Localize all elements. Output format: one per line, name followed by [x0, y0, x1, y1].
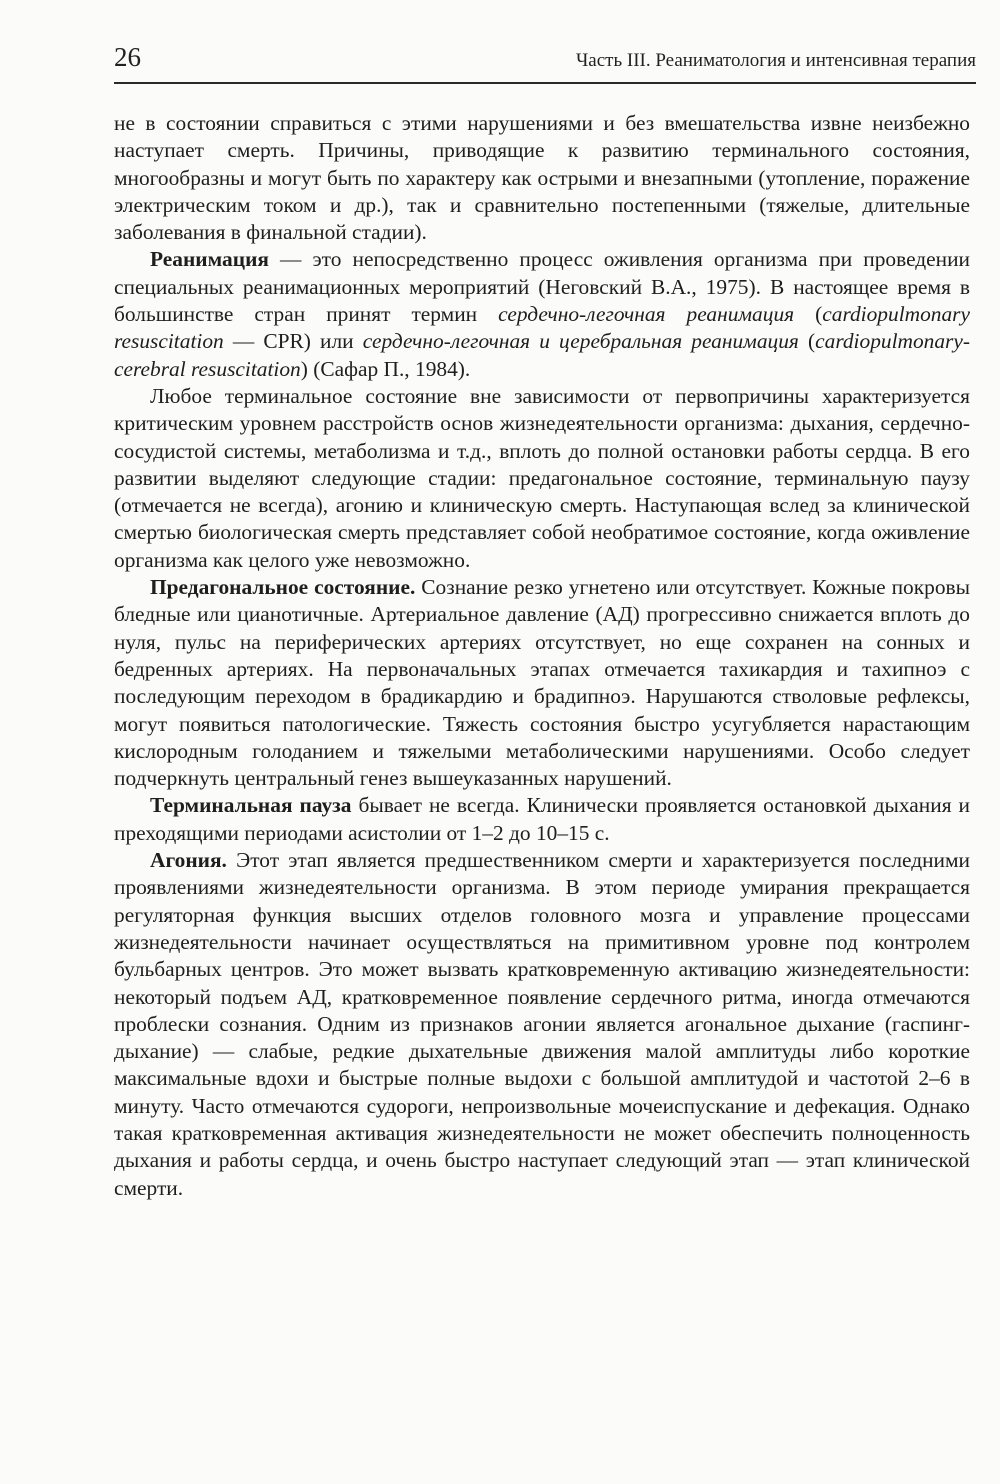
term-agony: Агония. [150, 848, 227, 873]
paragraph-preagonal-state [114, 574, 970, 792]
paragraph-text: бывает не всегда. Клинически проявляется остановкой дыхания и преходящими периодами асистолии от 1–2 до 10–15 с. [114, 793, 971, 845]
paragraph-terminal-pause [114, 792, 970, 847]
paragraph-text: Любое терминальное состояние вне зависимости от первопричины характеризуется критическим уровнем расстройств основ жизнедеятельности организма: дыхания, сердечно-сосудистой системы, метаболизма и т.д., вплоть до полной остановки работы сердца. В его развитии выделяют следующие стадии: предагональное состояние, терминальную паузу (отмечается не всегда), агонию и клиническую смерть. Наступающая вслед за клинической смертью биологическая смерть представляет собой необратимое состояние, когда оживление организма как целого уже невозможно. [114, 383, 970, 572]
paragraph-text: — CPR) или [223, 329, 363, 354]
italic-term-cpr-en: cardiopulmonary resuscitation [114, 302, 970, 354]
paragraph-text: Сознание резко угнетено или отсутствует. Кожные покровы бледные или цианотичные. Артериальное давление (АД) прогрессивно снижается вплоть до нуля, пульс на периферических артериях отсутствует, но еще сохранен на сонных и бедренных артериях. На первоначальных этапах отмечается тахикардия и тахипноэ с последующим переходом в брадикардию и брадипноэ. Нарушаются стволовые рефлексы, могут появиться патологические. Тяжесть состояния быстро усугубляется нарастающим кислородным голоданием и тяжелыми метаболическими нарушениями. Особо следует подчеркнуть центральный генез вышеуказанных нарушений. [114, 575, 970, 791]
paragraph-text: — это непосредственно процесс оживления организма при проведении специальных реанимационных мероприятий (Неговский В.А., 1975). В настоящее время в большинстве стран принят термин [114, 247, 970, 327]
paragraph-reanimation [114, 246, 970, 382]
italic-term-cpcr-en: cardiopulmonary-cerebral resuscitation [114, 329, 971, 381]
paragraph-text: ( [794, 302, 823, 327]
term-terminal-pause: Терминальная пауза [150, 793, 352, 818]
page-number: 26 [114, 42, 141, 72]
paragraph-terminal-state-continued [114, 110, 970, 246]
body-text [114, 110, 970, 1202]
paragraph-text: ) (Сафар П., 1984). [300, 356, 471, 381]
paragraph-text: Этот этап является предшественником смерти и характеризуется последними проявлениями жизнедеятельности организма. В этом периоде умирания прекращается регуляторная функция высших отделов головного мозга и управление процессами жизнедеятельности начинает осуществляться на примитивном уровне под контролем бульбарных центров. Это может вызвать кратковременную активацию жизнедеятельности: некоторый подъем АД, кратковременное появление сердечного ритма, иногда отмечаются проблески сознания. Одним из признаков агонии является агональное дыхание (гаспинг-дыхание) — слабые, редкие дыхательные движения малой амплитуды либо короткие максимальные вдохи и быстрые полные выдохи с большой амплитудой и частотой 2–6 в минуту. Часто отмечаются судороги, непроизвольные мочеиспускание и дефекация. Однако такая кратковременная активация жизнедеятельности не может обеспечить полноценность дыхания и работы сердца, и очень быстро наступает следующий этап — этап клинической смерти. [114, 848, 970, 1200]
page-header [114, 36, 976, 84]
paragraph-agony [114, 847, 970, 1202]
term-preagonal-state: Предагональное состояние. [150, 575, 416, 600]
paragraph-text: не в состоянии справиться с этими нарушениями и без вмешательства извне неизбежно наступает смерть. Причины, приводящие к развитию терминального состояния, многообразны и могут быть по характеру как острыми и внезапными (утопление, поражение электрическим током и др.), так и сравнительно постепенными (тяжелые, длительные заболевания в финальной стадии). [114, 111, 970, 245]
running-head: Часть III. Реаниматология и интенсивная терапия [575, 50, 976, 71]
term-reanimation: Реанимация [150, 247, 269, 272]
paragraph-terminal-stages [114, 383, 970, 574]
italic-term-cpr-ru: сердечно-легочная реанимация [498, 302, 795, 327]
italic-term-cpcr-ru: сердечно-легочная и церебральная реанимация [362, 329, 799, 354]
header-rule [114, 82, 976, 84]
paragraph-text: ( [798, 329, 816, 354]
